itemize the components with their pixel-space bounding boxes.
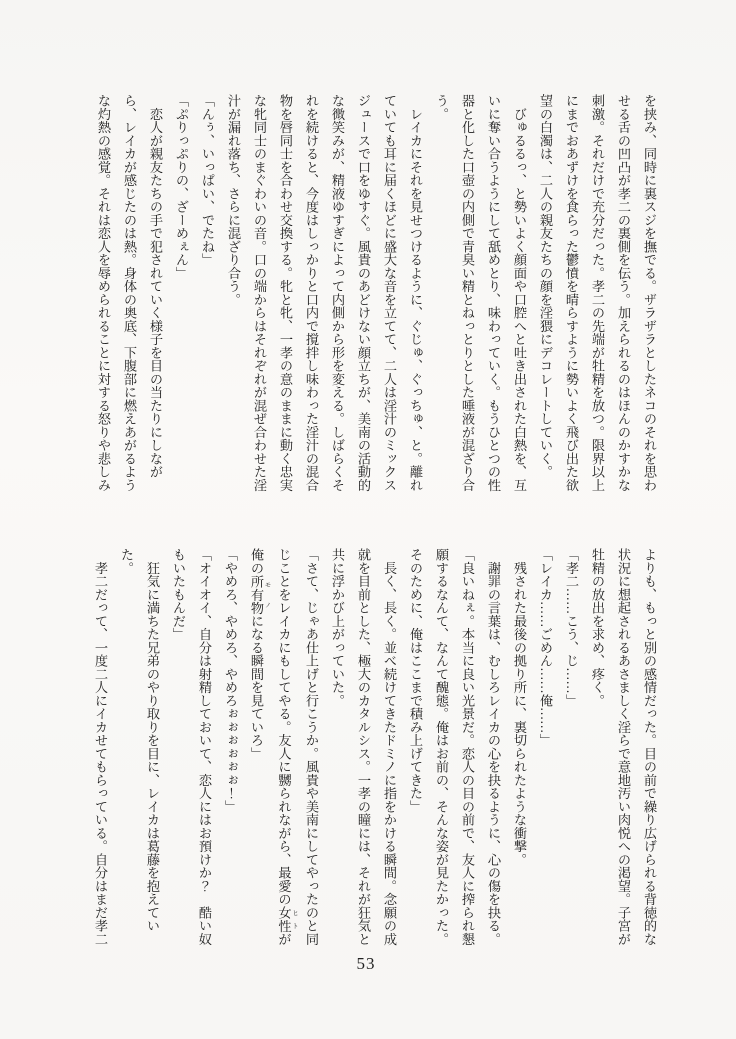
text-column: もいたもんだ」 xyxy=(171,548,186,641)
text-column: 望の白濁は、二人の親友たちの顔を淫猥にデコレートしていく。 xyxy=(538,94,553,479)
page-number: 53 xyxy=(356,954,376,973)
top-text-block xyxy=(90,94,662,494)
text-column: よりも、もっと別の感情だった。目の前で繰り広げられる背徳的な xyxy=(642,548,657,946)
text-column: 恋人が親友たちの手で犯されていく様子を目の当たりにしなが xyxy=(148,94,163,479)
ruby-annotation xyxy=(276,905,298,933)
text-column: 汁が漏れ落ち、さらに混ざり合う。 xyxy=(226,94,241,306)
text-column: 刺激。それだけで充分だった。孝二の先端が牡精を放つ。限界以上 xyxy=(590,94,605,492)
text-column: 「良いねぇ。本当に良い光景だ。恋人の目の前で、友人に搾られ懇 xyxy=(460,548,475,946)
text-column: 「ぷりっぷりの、ざーめぇん」 xyxy=(174,94,189,280)
text-column: 牡精の放出を求め、疼く。 xyxy=(590,548,605,707)
text-column: 「レイカ……ごめん……俺……」 xyxy=(538,548,553,747)
text-column: 謝罪の言葉は、むしろレイカの心を抉るように、心の傷を抉る。 xyxy=(486,548,501,946)
text-column: 器と化した口壺の内側で青臭い精とねっとりとした唾液が混ざり合 xyxy=(460,94,475,492)
text-column-with-ruby xyxy=(271,548,299,948)
ruby-annotation xyxy=(249,574,271,615)
text-column: 狂気に満ちた兄弟のやり取りを目に、レイカは葛藤を抱えてい xyxy=(145,548,160,933)
text-column: な微笑みが、精液ゆすぎによって内側から形を変える。しばらくそ xyxy=(330,94,345,492)
text-column: な灼熱の感覚。それは恋人を辱められることに対する怒りや悲しみ xyxy=(96,94,111,492)
text-column: レイカにそれを見せつけるように、ぐじゅ、ぐっちゅ、と。離れ xyxy=(408,94,423,492)
text-column: を挟み、同時に裏スジを撫でる。ザラザラとしたネコのそれを思わ xyxy=(642,94,657,492)
text-column: 「オイオイ、自分は射精しておいて、恋人にはお預けか？ 酷い奴 xyxy=(197,548,212,946)
text-column: いに奪い合うようにして舐めとり、味わっていく。もうひとつの性 xyxy=(486,94,501,492)
text-column: 願するなんて、なんて醜態。俺はお前の、そんな姿が見たかった。 xyxy=(434,548,449,946)
text-column: 就を目前とした、極大のカタルシス。一孝の瞳には、それが狂気と xyxy=(356,548,371,946)
bottom-text-block xyxy=(90,548,662,948)
text-column: 物を唇同士を合わせ交換する。牝と牝、一孝の意のままに動く忠実 xyxy=(278,94,293,492)
text-run: が xyxy=(276,932,292,946)
text-column: 孝二だって、一度二人にイカせてもらっている。自分はまだ孝二 xyxy=(93,548,108,946)
text-run: 俺の xyxy=(249,548,264,575)
text-column: びゅるるっ、と勢いよく顔面や口腔へと吐き出された白熱を、互 xyxy=(512,94,527,492)
text-column: にまでおあずけを食らった鬱憤を晴らすように勢いよく飛び出た欲 xyxy=(564,94,579,492)
text-column: た。 xyxy=(119,548,134,575)
text-run: じことをレイカにもしてやる。友人に嬲られながら、最愛の xyxy=(276,548,292,906)
text-column-with-ruby xyxy=(243,548,271,948)
ruby-text: ヒト xyxy=(291,905,298,933)
ruby-base: 女性 xyxy=(276,905,292,933)
text-column: ていても耳に届くほどに盛大な音を立てて、二人は淫汁のミックス xyxy=(382,94,397,492)
text-column: せる舌の凹凸が孝二の裏側を伝う。加えられるのはほんのかすかな xyxy=(616,94,631,492)
text-column: 共に浮かび上がっていた。 xyxy=(330,548,345,707)
text-column: ら、レイカが感じたのは熱。身体の奥底、下腹部に燃えあがるよう xyxy=(122,94,137,492)
text-column: 「孝二……こう、じ……」 xyxy=(564,548,579,707)
text-column: 「んぅ、いっぱい、でたね」 xyxy=(200,94,215,267)
ruby-text: モノ xyxy=(263,574,271,615)
text-column: 長く、長く。並べ続けてきたドミノに指をかける瞬間。念願の成 xyxy=(382,548,397,946)
text-column: 「さて、じゃあ仕上げと行こうか。風貴や美南にしてやったのと同 xyxy=(304,548,319,946)
text-column: 「やめろ、やめろ、やめろぉぉぉぉぉぉ！」 xyxy=(223,548,238,813)
text-column: 残された最後の拠り所に、裏切られたような衝撃。 xyxy=(512,548,527,866)
text-run: になる瞬間を見ていろ」 xyxy=(249,614,264,760)
text-column: な牝同士のまぐわいの音。口の端からはそれぞれが混ぜ合わせた淫 xyxy=(252,94,267,492)
text-column: ジュースで口をゆすぐ。風貴のあどけない顔立ちが、美南の活動的 xyxy=(356,94,371,492)
text-column: そのために、俺はここまで積み上げてきた」 xyxy=(408,548,423,813)
text-column: う。 xyxy=(434,94,449,121)
ruby-base: 所有物 xyxy=(249,574,264,615)
text-column: 状況に想起されるあさましく淫らで意地汚い肉悦への渇望。子宮が xyxy=(616,548,631,946)
text-column: れを続けると、今度はしっかりと口内で撹拌し味わった淫汁の混合 xyxy=(304,94,319,492)
